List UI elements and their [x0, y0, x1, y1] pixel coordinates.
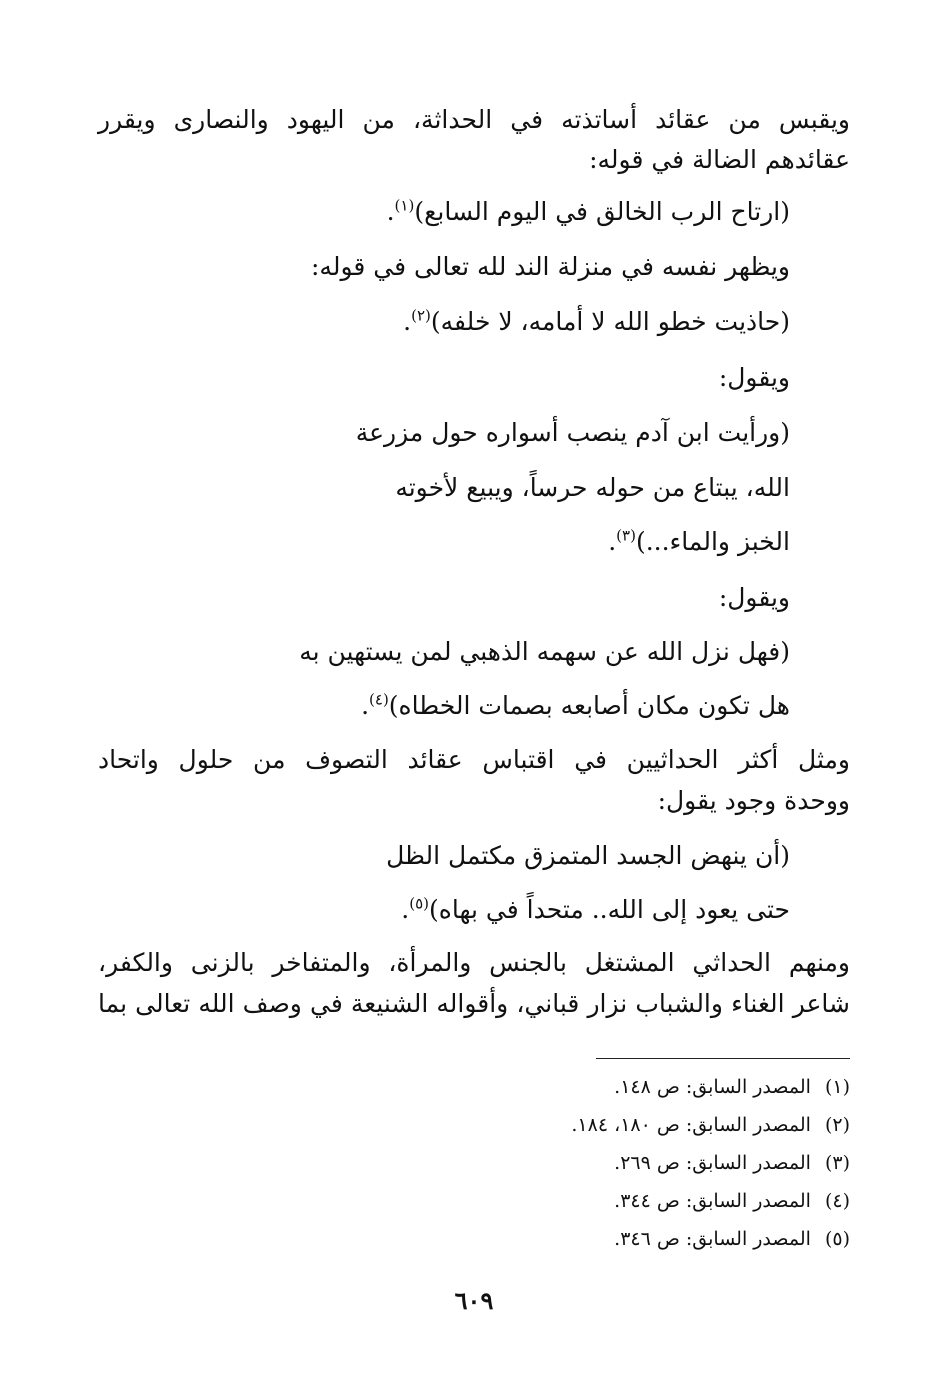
- page-number: ٦٠٩: [454, 1286, 494, 1315]
- period: .: [361, 691, 370, 720]
- footnote-marker: (٢): [411, 306, 431, 325]
- footnote: [614, 1224, 850, 1254]
- footnote-marker: (٣): [616, 526, 636, 545]
- body-line: ويظهر نفسه في منزلة الند لله تعالى في قوله:: [311, 252, 790, 281]
- period: .: [386, 197, 395, 226]
- body-line: ويقول:: [718, 363, 790, 392]
- quote-line: [401, 890, 790, 930]
- period: .: [401, 895, 410, 924]
- footnote: [614, 1148, 850, 1178]
- period: .: [608, 527, 617, 556]
- quote-line: [361, 686, 790, 726]
- quote-text: حتى يعود إلى الله.. متحداً في بهاه): [429, 895, 790, 924]
- footnote-text: المصدر السابق: ص ٣٤٦.: [614, 1228, 811, 1250]
- body-line: ومنهم الحداثي المشتغل بالجنس والمرأة، والمتفاخر بالزنى والكفر،: [98, 948, 850, 977]
- footnote-marker: (٤): [369, 690, 389, 709]
- body-line: عقائدهم الضالة في قوله:: [589, 145, 850, 174]
- quote-line: (فهل نزل الله عن سهمه الذهبي لمن يستهين به: [299, 637, 790, 666]
- footnote: [571, 1110, 850, 1140]
- quote-line: (أن ينهض الجسد المتمزق مكتمل الظل: [386, 841, 790, 870]
- quote-line: (ورأيت ابن آدم ينصب أسواره حول مزرعة: [355, 418, 790, 447]
- footnote: [614, 1072, 850, 1102]
- footnote-text: المصدر السابق: ص ٣٤٤.: [614, 1190, 811, 1212]
- footnote-number: (١): [824, 1076, 850, 1098]
- footnote: [614, 1186, 850, 1216]
- quote-line: الله، يبتاع من حوله حرساً، ويبيع لأخوته: [395, 473, 790, 502]
- footnote-number: (٢): [824, 1114, 850, 1136]
- quote-line: [608, 522, 790, 562]
- footnote-text: المصدر السابق: ص ١٤٨.: [614, 1076, 811, 1098]
- body-line: ومثل أكثر الحداثيين في اقتباس عقائد التصوف من حلول واتحاد: [98, 745, 850, 774]
- quote-line: [403, 302, 790, 342]
- period: .: [403, 307, 412, 336]
- footnote-number: (٥): [824, 1228, 850, 1250]
- quote-text: (ارتاح الرب الخالق في اليوم السابع): [414, 197, 790, 226]
- body-line: ويقبس من عقائد أساتذته في الحداثة، من اليهود والنصارى ويقرر: [98, 105, 850, 134]
- footnote-text: المصدر السابق: ص ٢٦٩.: [614, 1152, 811, 1174]
- footnote-number: (٣): [824, 1152, 850, 1174]
- footnote-marker: (٥): [409, 894, 429, 913]
- footnote-separator: [596, 1058, 850, 1059]
- footnote-marker: (١): [394, 196, 415, 215]
- quote-text: الخبز والماء...): [635, 527, 790, 556]
- body-line: شاعر الغناء والشباب نزار قباني، وأقواله الشنيعة في وصف الله تعالى بما: [98, 989, 850, 1018]
- quote-text: هل تكون مكان أصابعه بصمات الخطاه): [388, 691, 790, 720]
- body-line: ووحدة وجود يقول:: [657, 786, 850, 815]
- body-line: ويقول:: [718, 583, 790, 612]
- quote-text: (حاذيت خطو الله لا أمامه، لا خلفه): [430, 307, 790, 336]
- footnote-number: (٤): [824, 1190, 850, 1212]
- quote-line: [387, 192, 790, 232]
- footnote-text: المصدر السابق: ص ١٨٠، ١٨٤.: [571, 1114, 811, 1136]
